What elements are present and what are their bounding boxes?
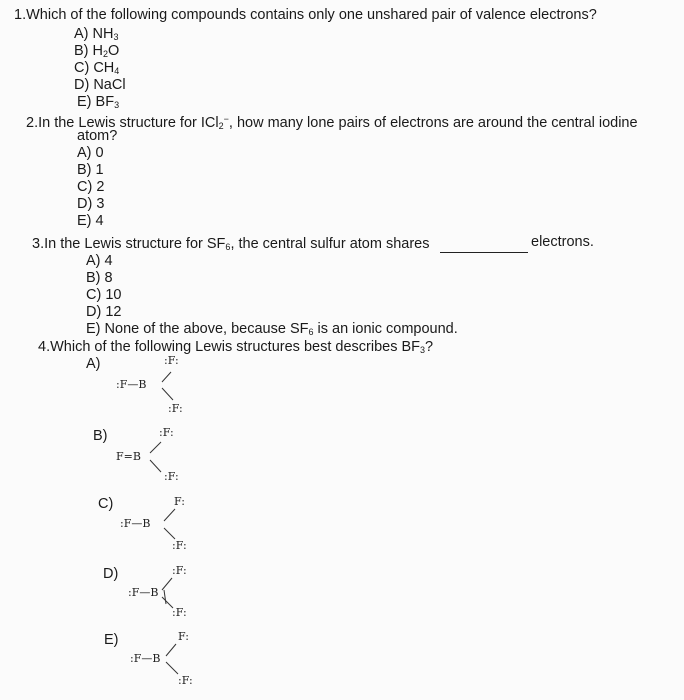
question-2-stem: 2.In the Lewis structure for ICl$_2$−, how many lone pairs of electrons are around the central iodine: [26, 114, 638, 131]
q3-option-b: B) 8: [86, 270, 113, 286]
q2-option-a: A) 0: [77, 145, 104, 161]
fluorine-top: F:: [178, 630, 189, 643]
question-4-stem: 4.Which of the following Lewis structures best describes $BF_3$?: [38, 339, 434, 355]
fluorine-bottom: :F:: [172, 539, 187, 552]
q4-option-a-label: A): [86, 356, 101, 372]
fluorine-boron-left: :F—B: [130, 652, 161, 665]
q2-option-c: C) 2: [77, 179, 105, 195]
q1-option-e: E) $BF_3$: [77, 94, 120, 110]
q1-option-b: B) $H_2O$: [74, 43, 120, 59]
fluorine-top: :F:: [164, 354, 179, 367]
fluorine-top: :F:: [172, 564, 187, 577]
fluorine-top: :F:: [159, 426, 174, 439]
fluorine-top: F:: [174, 495, 185, 508]
q4-option-b-label: B): [93, 428, 108, 444]
q4-option-e-label: E): [104, 632, 119, 648]
q1-option-a: A) $NH_3$: [74, 26, 119, 42]
q2-option-e: E) 4: [77, 213, 104, 229]
fluorine-bottom: :F:: [172, 606, 187, 619]
q2-option-b: B) 1: [77, 162, 104, 178]
q1-option-c: C) $CH_4$: [74, 60, 120, 76]
q2-option-d: D) 3: [77, 196, 105, 212]
fluorine-boron-left: :F—B: [128, 586, 159, 599]
fluorine-boron-left: :F—B: [120, 517, 151, 530]
q4-option-c-label: C): [98, 496, 114, 512]
q4-option-d-label: D): [103, 566, 119, 582]
q3-option-d: D) 12: [86, 304, 122, 320]
q1-option-d: D) NaCl: [74, 77, 126, 93]
fluorine-bottom: :F:: [178, 674, 193, 687]
fluorine-boron-left: :F—B: [116, 378, 147, 391]
q3-option-a: A) 4: [86, 253, 113, 269]
q3-option-c: C) 10: [86, 287, 122, 303]
question-1-stem: 1.Which of the following compounds contains only one unshared pair of valence electrons?: [14, 7, 597, 23]
question-3-stem: 3.In the Lewis structure for $SF_6$, the central sulfur atom shares: [32, 236, 430, 252]
answer-blank-line[interactable]: [440, 252, 528, 253]
fluorine-boron-left: F=B: [116, 450, 141, 463]
fluorine-bottom: :F:: [168, 402, 183, 415]
question-2-stem-continued: atom?: [77, 128, 118, 144]
fluorine-bottom: :F:: [164, 470, 179, 483]
q3-option-e: E) None of the above, because $SF_6$ is an ionic compound.: [86, 321, 458, 337]
question-3-stem-end: electrons.: [531, 234, 594, 250]
